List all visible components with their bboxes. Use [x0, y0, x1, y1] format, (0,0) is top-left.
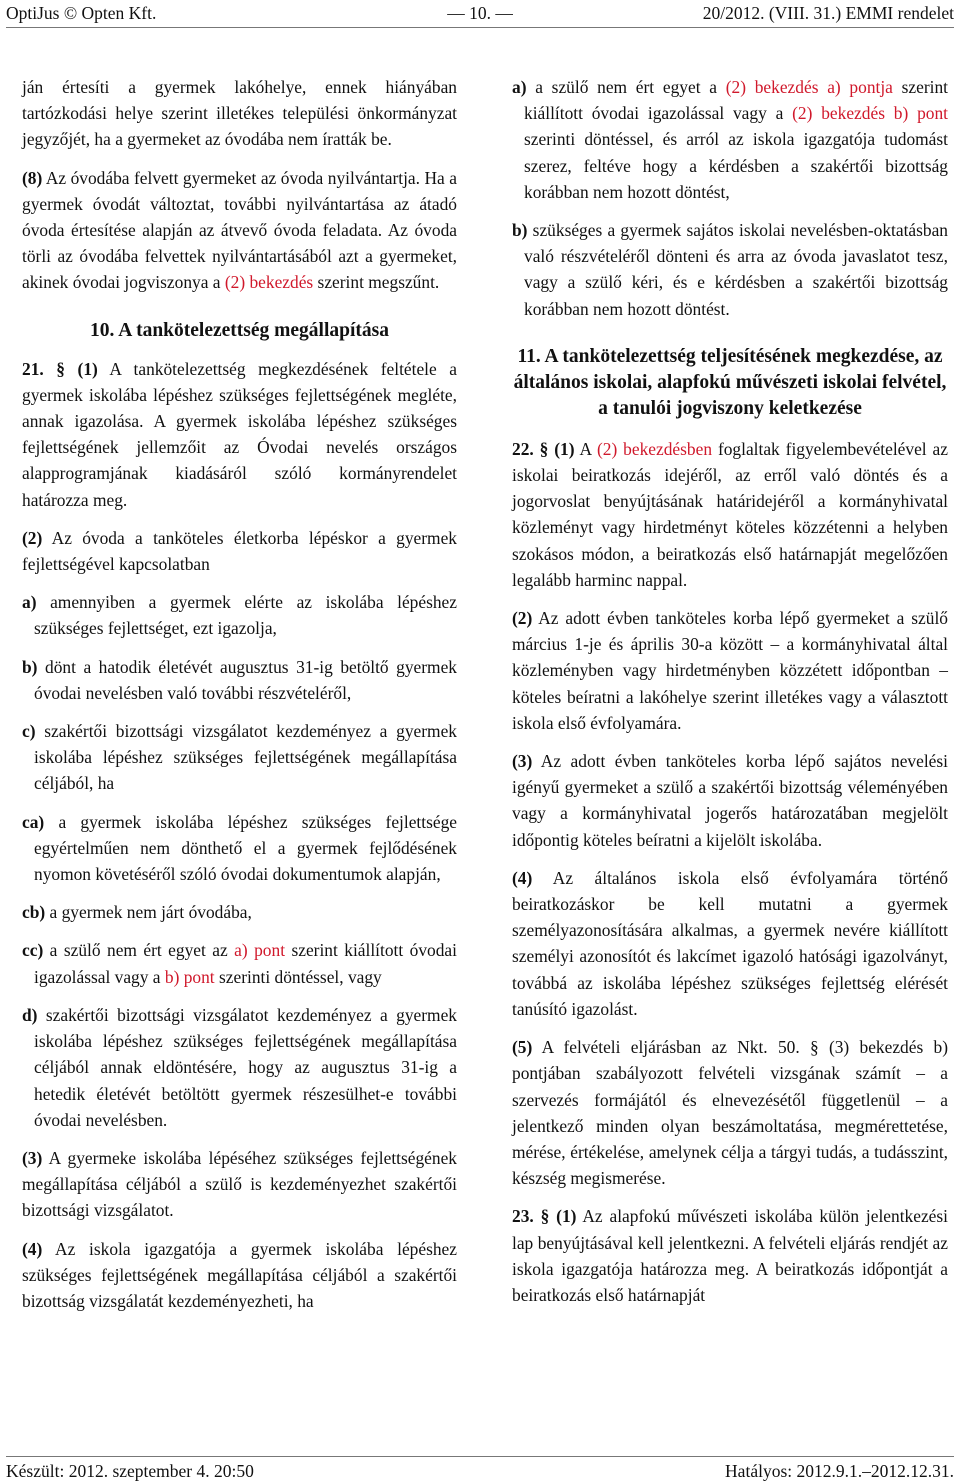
- section-22-4: (4) Az általános iskola első évfolyamára történő beiratkozáskor be kell mutatni a gyermek személyazonosítására alkalmas, a gyermek nevére kiállított személyi azonosítót és lakcímet igazoló hatósági igazolványt, továbbá az iskolába lépéshez szükséges fejlettség elérését tanúsító igazolást.: [512, 867, 948, 1019]
- section-heading-11: 11. A tankötelezettség teljesítésének megkezdése, az általános iskolai, alapfokú művészeti iskolai felvétel, a tanulói jogviszony keletkezése: [513, 345, 947, 419]
- section-22-3: (3) Az adott évben tanköteles korba lépő sajátos nevelési igényű gyermeket a szülő a szakértői bizottság véleményében vagy a kormányhivatal jogerős határozatában megjelölt időpontig köteles beíratni a kijelölt iskolába.: [512, 751, 948, 850]
- footer-effective: Hatályos: 2012.9.1.–2012.12.31.: [725, 1461, 954, 1481]
- left-column: [22, 74, 457, 1314]
- ref-link[interactable]: b) pont: [164, 966, 215, 987]
- point-a: a) amennyiben a gyermek elérte az iskolába lépéshez szükséges fejlettséget, ezt igazolja,: [22, 592, 457, 639]
- section-21-1: 21. § (1) A tankötelezettség megkezdésének feltétele a gyermek iskolába lépéshez szükséges fejlettségének megléte, annak igazolása. A gyermek iskolába lépéshez szükséges fejlettségének jellemzőit az Óvodai nevelés országos alapprogramjának kiadásáról szóló kormányrendelet határozza meg.: [22, 358, 457, 510]
- point-cc: cc) a szülő nem ért egyet az a) pont szerint kiállított óvodai igazolással vagy a b) pont szerinti döntéssel, vagy: [22, 940, 457, 987]
- page-header: [6, 0, 954, 26]
- section-21-4: (4) Az iskola igazgatója a gyermek iskolába lépéshez szükséges fejlettségének megállapítása céljából a szakértői bizottság vizsgálatát kezdeményezheti, ha: [22, 1238, 457, 1311]
- paragraph-8: (8) Az óvodába felvett gyermeket az óvoda nyilvántartja. Ha a gyermek óvodát változtat, további nyilvántartása az átadó óvoda értesítése alapján az átvevő óvoda feladata. Az óvoda törli az óvodába felvettek nyilvántartásából azt a gyermeket, akinek óvodai jogviszonya a (2) bekezdés szerint megszűnt.: [22, 167, 457, 293]
- section-23-1: 23. § (1) Az alapfokú művészeti iskolába külön jelentkezési lap benyújtásával kell jelentkezni. A felvételi eljárás rendjét az iskola igazgatója határozza meg. A beiratkozás időpontját a beiratkozás első határnapját: [512, 1206, 948, 1305]
- ref-link[interactable]: (2) bekezdés a) pontja: [725, 77, 893, 97]
- ref-link[interactable]: (2) bekezdés: [224, 272, 314, 293]
- ref-link[interactable]: (2) bekezdésben: [597, 438, 713, 459]
- header-rule: [6, 27, 954, 28]
- section-heading-10: 10. A tankötelezettség megállapítása: [90, 319, 389, 341]
- paragraph-continued: ján értesíti a gyermek lakóhelye, ennek hiányában tartózkodási helye szerint illetékes települési önkormányzat jegyzőjét, ha a gyermeket az óvodába nem íratták be.: [22, 77, 457, 150]
- page-footer: [6, 1458, 954, 1484]
- section-21-2: (2) Az óvoda a tanköteles életkorba lépéskor a gyermek fejlettségével kapcsolatban: [22, 527, 457, 575]
- header-regulation-title: 20/2012. (VIII. 31.) EMMI rendelet: [702, 3, 954, 23]
- right-column: [512, 74, 948, 1308]
- point-b-continued: b) szükséges a gyermek sajátos iskolai nevelésben-oktatásban való részvételéről dönteni és arra az óvoda javaslatot tesz, vagy a szülő kéri, és e kérdésben a szakértői bizottság korábban nem hozott döntést.: [512, 220, 948, 319]
- section-22-5: (5) A felvételi eljárásban az Nkt. 50. § (3) bekezdés b) pontjában szabályozott felvételi vizsgának számít – a szervezés formájától és elnevezésétől függetlenül – a jelentkező minden olyan beszámoltatása, megmérettetése, mérése, értékelése, amelynek célja a tárgyi tudás, a tudásszint, készség megismerése.: [512, 1037, 948, 1189]
- footer-rule: [6, 1456, 954, 1457]
- section-22-2: (2) Az adott évben tanköteles korba lépő gyermeket a szülő március 1-je és április 30-a között – a kormányhivatal által közleményben vagy hirdetményben közzétett időpontban – köteles beíratni a lakóhelye szerint illetékes vagy a választott iskola első évfolyamára.: [512, 608, 948, 733]
- point-a-continued: a) a szülő nem ért egyet a (2) bekezdés a) pontja szerint kiállított óvodai igazolással vagy a (2) bekezdés b) pont szerinti döntéssel, és arról az iskola igazgatója tudomást szerez, feltéve hogy a kérdésben a szakértői bizottság korábban nem hozott döntést,: [512, 77, 948, 202]
- point-ca: ca) a gyermek iskolába lépéshez szükséges fejlettsége egyértelműen nem dönthető el a gyermek fejlődésének nyomon követéséről szóló óvodai dokumentumok alapján,: [22, 811, 457, 885]
- ref-link[interactable]: a) pont: [234, 940, 286, 961]
- header-source: OptiJus © Opten Kft.: [6, 3, 157, 23]
- point-d: d) szakértői bizottsági vizsgálatot kezdeményez a gyermek iskolába lépéshez szükséges fejlettségének megállapítása céljából annak eldöntésére, hogy az augusztus 31-ig a hetedik életévét betöltött gyermek részesülhet-e további óvodai nevelésben.: [22, 1004, 457, 1130]
- point-cb: cb) a gyermek nem járt óvodába,: [22, 902, 252, 923]
- point-b: b) dönt a hatodik életévét augusztus 31-ig betöltő gyermek óvodai nevelésben való további részvételéről,: [22, 656, 457, 703]
- header-page-number: — 10. —: [447, 3, 513, 23]
- section-22-1: 22. § (1) A (2) bekezdésben foglaltak figyelembevételével az iskolai beiratkozás idejéről, az erről való döntés és a jogorvoslat benyújtásának határidejéről a kormányhivatal közleményt vagy hirdetményt köteles közzétenni a helyben szokásos módon, a beiratkozás első határnapját megelőzően legalább harminc nappal.: [512, 438, 948, 590]
- footer-created: Készült: 2012. szeptember 4. 20:50: [6, 1461, 254, 1481]
- section-21-3: (3) A gyermeke iskolába lépéséhez szükséges fejlettségének megállapítása céljából a szülő is kezdeményezhet szakértői bizottsági vizsgálatot.: [22, 1147, 457, 1221]
- ref-link[interactable]: (2) bekezdés b) pont: [792, 103, 948, 124]
- point-c: c) szakértői bizottsági vizsgálatot kezdeményez a gyermek iskolába lépéshez szükséges fejlettségének megállapítása céljából, ha: [22, 721, 457, 794]
